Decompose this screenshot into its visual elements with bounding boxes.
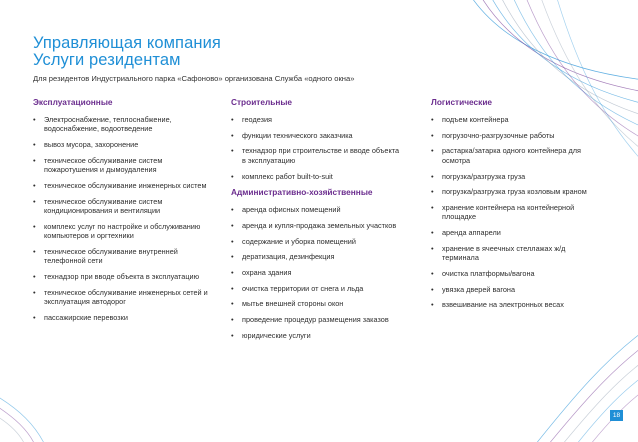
intro-text: Для резидентов Индустриального парка «Сафоново» организована Служба «одного окна»: [33, 74, 355, 83]
list-item: • погрузка/разгрузка груза козловым краном: [431, 187, 601, 196]
service-list: [431, 115, 601, 310]
list-item: • аренда офисных помещений: [231, 205, 403, 214]
list-item: • техническое обслуживание инженерных сетей и эксплуатация автодорог: [33, 288, 211, 307]
list-item: • технадзор при строительстве и вводе объекта в эксплуатацию: [231, 146, 403, 165]
column-logistics: [431, 97, 601, 316]
list-item: • техническое обслуживание систем кондиционирования и вентиляции: [33, 197, 211, 216]
page-subtitle: Услуги резидентам: [33, 51, 181, 69]
list-item: • очистка платформы/вагона: [431, 269, 601, 278]
list-item: • растарка/затарка одного контейнера для осмотра: [431, 146, 601, 165]
list-item: • охрана здания: [231, 268, 403, 277]
service-list-admin: [231, 205, 403, 340]
column-operational: [33, 97, 211, 328]
list-item: • техническое обслуживание внутренней телефонной сети: [33, 247, 211, 266]
list-item: • аренда и купля-продажа земельных участков: [231, 221, 403, 230]
list-item: • функции технического заказчика: [231, 131, 403, 140]
page-number: 18: [610, 410, 623, 421]
list-item: • юридические услуги: [231, 331, 403, 340]
column-heading: Логистические: [431, 97, 493, 107]
list-item: • техническое обслуживание систем пожаротушения и дымоудаления: [33, 156, 211, 175]
column-heading: Эксплуатационные: [33, 97, 113, 107]
list-item: • комплекс работ built-to-suit: [231, 172, 403, 181]
service-list: [231, 115, 403, 181]
list-item: • хранение контейнера на контейнерной площадке: [431, 203, 601, 222]
list-item: • проведение процедур размещения заказов: [231, 315, 403, 324]
list-item: • очистка территории от снега и льда: [231, 284, 403, 293]
page-title: Управляющая компания: [33, 34, 221, 52]
list-item: • погрузка/разгрузка груза: [431, 172, 601, 181]
column-construction: [231, 97, 403, 347]
list-item: • подъем контейнера: [431, 115, 601, 124]
list-item: • увязка дверей вагона: [431, 285, 601, 294]
service-list: [33, 115, 211, 322]
list-item: • дератизация, дезинфекция: [231, 252, 403, 261]
list-item: • пассажирские перевозки: [33, 313, 211, 322]
list-item: • хранение в ячеечных стеллажах ж/д терминала: [431, 244, 601, 263]
list-item: • технадзор при вводе объекта в эксплуатацию: [33, 272, 211, 281]
list-item: • погрузочно-разгрузочные работы: [431, 131, 601, 140]
list-item: • содержание и уборка помещений: [231, 237, 403, 246]
list-item: • техническое обслуживание инженерных систем: [33, 181, 211, 190]
list-item: • мытье внешней стороны окон: [231, 299, 403, 308]
column-heading-admin: Административно-хозяйственные: [231, 187, 373, 198]
list-item: • вывоз мусора, захоронение: [33, 140, 211, 149]
list-item: • аренда аппарели: [431, 228, 601, 237]
list-item: • комплекс услуг по настройке и обслуживанию компьютеров и оргтехники: [33, 222, 211, 241]
list-item: • Электроснабжение, теплоснабжение, водоснабжение, водоотведение: [33, 115, 211, 134]
list-item: • геодезия: [231, 115, 403, 124]
list-item: • взвешивание на электронных весах: [431, 300, 601, 309]
column-heading: Строительные: [231, 97, 293, 107]
